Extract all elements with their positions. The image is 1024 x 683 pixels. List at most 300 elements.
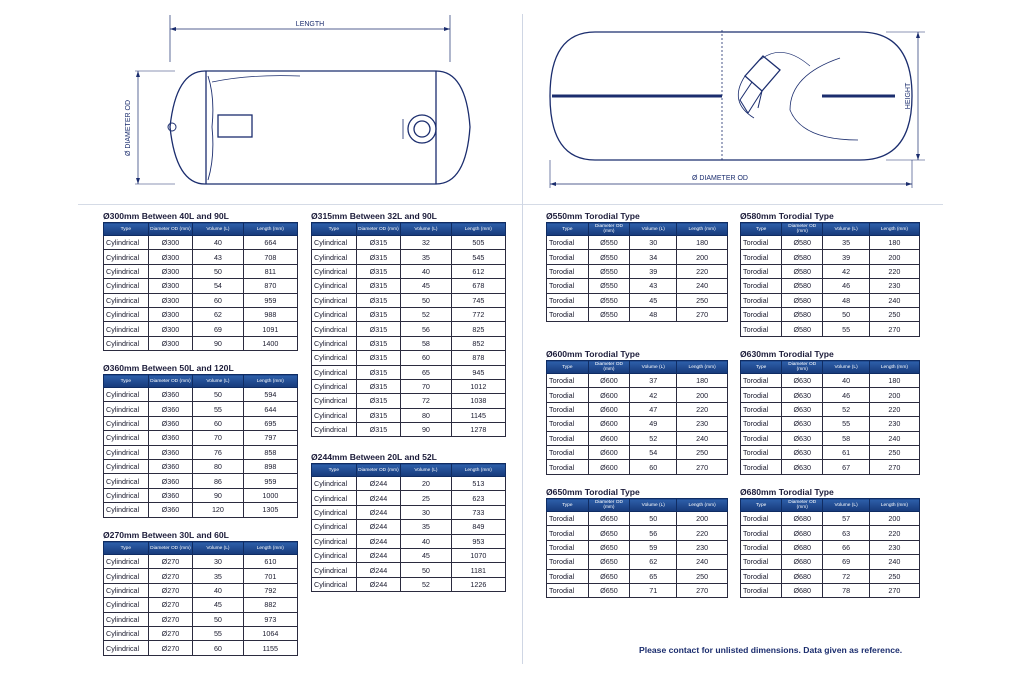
table-cell: Cylindrical [312,365,357,379]
table-row [741,279,920,293]
column-header: Diameter OD (mm) [356,464,401,477]
table-cell: 230 [869,279,919,293]
column-header: Length (mm) [451,223,505,236]
table-cell: Cylindrical [104,402,149,416]
table-cell: 60 [630,460,677,474]
table-cell: Torodial [547,540,589,554]
table-cell: 86 [193,474,243,488]
table-cell: Ø315 [356,351,401,365]
table-cell: 1012 [451,379,505,393]
table-cell: 52 [401,577,451,591]
spec-table-600 [546,349,728,475]
table-cell: 30 [630,236,677,250]
spec-table [103,374,298,518]
table-cell: 61 [823,445,870,459]
table-row [741,307,920,321]
table-cell: Ø580 [782,264,823,278]
table-cell: 43 [193,250,243,264]
table-cell: Cylindrical [104,322,149,336]
table-cell: 200 [677,388,728,402]
table-cell: Cylindrical [104,474,149,488]
table-row [741,388,920,402]
table-row [547,250,728,264]
table-cell: Torodial [547,402,589,416]
table-cell: Ø315 [356,236,401,250]
table-row [104,474,298,488]
table-header-row [104,542,298,555]
table-row [741,540,920,554]
table-cell: 701 [243,569,297,583]
table-title: Ø360mm Between 50L and 120L [103,363,234,373]
column-header: Diameter OD (mm) [782,499,823,512]
table-row [741,555,920,569]
table-cell: 50 [401,563,451,577]
spec-table-270 [103,530,298,656]
table-cell: Cylindrical [312,563,357,577]
table-cell: Ø270 [148,555,193,569]
table-cell: Cylindrical [312,236,357,250]
table-cell: 240 [869,293,919,307]
table-cell: Cylindrical [104,569,149,583]
table-cell: Ø650 [588,540,630,554]
table-row [547,569,728,583]
table-cell: Ø315 [356,336,401,350]
table-cell: Ø300 [148,250,193,264]
table-cell: 52 [401,307,451,321]
table-cell: Ø300 [148,293,193,307]
column-header: Volume (L) [823,499,870,512]
table-header-row [547,361,728,374]
table-cell: Cylindrical [104,250,149,264]
table-cell: 825 [451,322,505,336]
table-cell: Ø630 [782,417,823,431]
table-cell: Ø360 [148,402,193,416]
table-cell: 230 [869,417,919,431]
column-header: Length (mm) [869,223,919,236]
column-header: Type [547,499,589,512]
table-row [312,293,506,307]
table-cell: Ø360 [148,459,193,473]
table-row [741,460,920,474]
table-cell: 270 [869,583,919,597]
table-header-row [547,223,728,236]
table-row [104,250,298,264]
table-cell: 200 [869,388,919,402]
table-cell: 1226 [451,577,505,591]
table-title: Ø550mm Torodial Type [546,211,640,221]
table-cell: 60 [401,351,451,365]
table-row [741,583,920,597]
table-cell: 270 [677,460,728,474]
table-cell: 67 [823,460,870,474]
table-cell: Cylindrical [104,612,149,626]
table-cell: Cylindrical [312,477,357,491]
table-row [547,293,728,307]
table-cell: Torodial [741,445,782,459]
column-header: Length (mm) [677,223,728,236]
table-cell: 90 [401,423,451,437]
column-header: Type [104,542,149,555]
column-header: Diameter OD (mm) [588,499,630,512]
table-cell: 35 [823,236,870,250]
table-cell: 1155 [243,641,297,655]
table-cell: Ø300 [148,236,193,250]
table-cell: 180 [677,236,728,250]
table-cell: 513 [451,477,505,491]
table-cell: 270 [869,322,919,336]
table-cell: Ø580 [782,279,823,293]
table-cell: 45 [630,293,677,307]
table-header-row [741,499,920,512]
table-cell: Ø270 [148,612,193,626]
table-cell: 250 [869,307,919,321]
table-cell: 1181 [451,563,505,577]
table-cell: 90 [193,488,243,502]
table-cell: 55 [823,417,870,431]
table-row [547,374,728,388]
table-cell: Ø300 [148,307,193,321]
column-header: Type [547,361,589,374]
table-cell: 72 [401,394,451,408]
table-row [547,540,728,554]
spec-table-650 [546,487,728,598]
table-row [104,279,298,293]
table-cell: 70 [401,379,451,393]
table-cell: 1145 [451,408,505,422]
table-cell: Ø650 [588,555,630,569]
table-row [104,612,298,626]
table-cell: Ø680 [782,512,823,526]
column-header: Length (mm) [243,542,297,555]
table-cell: 612 [451,264,505,278]
table-cell: Ø300 [148,336,193,350]
table-cell: 66 [823,540,870,554]
table-row [547,555,728,569]
table-cell: 50 [401,293,451,307]
table-row [547,431,728,445]
column-header: Diameter OD (mm) [782,223,823,236]
table-cell: 1000 [243,488,297,502]
table-cell: 40 [401,264,451,278]
footer-note: Please contact for unlisted dimensions. Data given as reference. [639,645,903,655]
table-title: Ø600mm Torodial Type [546,349,640,359]
table-cell: 695 [243,416,297,430]
table-cell: 50 [193,264,243,278]
table-cell: Ø550 [588,250,630,264]
table-cell: 65 [401,365,451,379]
table-title: Ø630mm Torodial Type [740,349,834,359]
table-header-row [312,464,506,477]
table-row [741,250,920,264]
table-cell: Cylindrical [104,503,149,517]
table-cell: 30 [193,555,243,569]
table-row [547,402,728,416]
table-cell: Ø550 [588,279,630,293]
table-cell: 240 [869,555,919,569]
table-cell: Ø650 [588,569,630,583]
table-cell: 1091 [243,322,297,336]
table-cell: 54 [630,445,677,459]
column-header: Type [741,499,782,512]
table-cell: 1400 [243,336,297,350]
table-row [312,505,506,519]
spec-table [311,222,506,437]
column-header: Diameter OD (mm) [356,223,401,236]
table-cell: 200 [869,250,919,264]
table-cell: 220 [869,264,919,278]
table-row [312,365,506,379]
table-cell: Ø600 [588,445,630,459]
table-cell: Torodial [741,431,782,445]
table-cell: 270 [677,307,728,321]
table-cell: Cylindrical [104,445,149,459]
column-header: Length (mm) [869,499,919,512]
table-cell: Cylindrical [104,279,149,293]
table-row [104,598,298,612]
column-header: Volume (L) [630,499,677,512]
table-cell: 52 [630,431,677,445]
table-cell: 42 [630,388,677,402]
table-cell: 230 [677,540,728,554]
table-title: Ø650mm Torodial Type [546,487,640,497]
table-title: Ø270mm Between 30L and 60L [103,530,229,540]
spec-table-244 [311,452,506,592]
table-cell: Cylindrical [312,307,357,321]
table-cell: 40 [823,374,870,388]
table-cell: Ø360 [148,388,193,402]
table-cell: 37 [630,374,677,388]
table-cell: 56 [401,322,451,336]
table-cell: Cylindrical [312,279,357,293]
table-cell: Cylindrical [104,641,149,655]
table-header-row [104,375,298,388]
diameter-label-left: Ø DIAMETER OD [125,99,132,157]
table-cell: 60 [193,416,243,430]
table-row [104,641,298,655]
table-cell: Ø680 [782,583,823,597]
table-cell: 882 [243,598,297,612]
table-cell: Torodial [547,264,589,278]
table-cell: 52 [823,402,870,416]
length-label: LENGTH [295,21,325,28]
table-cell: Torodial [741,293,782,307]
table-cell: 505 [451,236,505,250]
column-header: Volume (L) [193,223,243,236]
table-header-row [741,223,920,236]
table-cell: Ø315 [356,379,401,393]
table-cell: 45 [193,598,243,612]
table-cell: Ø600 [588,431,630,445]
table-cell: Torodial [547,293,589,307]
table-row [312,336,506,350]
table-cell: Cylindrical [312,505,357,519]
table-cell: 594 [243,388,297,402]
table-cell: 240 [677,279,728,293]
table-cell: Ø680 [782,555,823,569]
table-cell: 69 [823,555,870,569]
table-cell: 240 [677,431,728,445]
table-cell: Cylindrical [312,423,357,437]
table-row [312,477,506,491]
table-row [741,526,920,540]
table-cell: Ø580 [782,250,823,264]
column-header: Volume (L) [630,361,677,374]
column-header: Volume (L) [823,223,870,236]
table-cell: 54 [193,279,243,293]
spec-table [103,541,298,656]
table-row [547,307,728,321]
table-cell: 48 [630,307,677,321]
table-row [104,555,298,569]
table-cell: 180 [869,374,919,388]
spec-table [546,222,728,322]
table-cell: Torodial [741,279,782,293]
table-cell: Ø630 [782,445,823,459]
column-header: Volume (L) [401,223,451,236]
table-row [104,488,298,502]
table-title: Ø300mm Between 40L and 90L [103,211,229,221]
table-cell: 90 [193,336,243,350]
table-cell: Cylindrical [312,379,357,393]
column-header: Length (mm) [243,223,297,236]
table-row [312,250,506,264]
table-cell: 250 [677,569,728,583]
table-cell: Ø550 [588,307,630,321]
table-cell: 70 [193,431,243,445]
table-cell: Ø270 [148,641,193,655]
spec-table-630 [740,349,920,475]
table-cell: Ø550 [588,293,630,307]
table-row [547,445,728,459]
table-cell: 49 [630,417,677,431]
table-cell: 772 [451,307,505,321]
table-row [741,569,920,583]
table-cell: Torodial [741,555,782,569]
table-cell: 678 [451,279,505,293]
table-cell: Torodial [741,388,782,402]
table-row [104,626,298,640]
table-cell: Ø270 [148,569,193,583]
table-cell: Ø315 [356,293,401,307]
table-cell: Cylindrical [312,336,357,350]
column-header: Volume (L) [193,375,243,388]
spec-table-550 [546,211,728,322]
table-row [104,569,298,583]
table-cell: 62 [630,555,677,569]
table-cell: 78 [823,583,870,597]
column-header: Volume (L) [823,361,870,374]
table-row [312,279,506,293]
table-row [312,322,506,336]
center-divider [522,14,523,664]
table-cell: 623 [451,491,505,505]
table-row [312,520,506,534]
table-cell: Cylindrical [104,459,149,473]
table-cell: 45 [401,548,451,562]
table-cell: Torodial [741,264,782,278]
table-cell: Torodial [741,307,782,321]
table-cell: 20 [401,477,451,491]
table-row [741,431,920,445]
column-header: Diameter OD (mm) [588,361,630,374]
table-cell: 35 [401,520,451,534]
table-cell: 849 [451,520,505,534]
table-cell: Ø680 [782,526,823,540]
table-cell: Cylindrical [104,431,149,445]
spec-table-580 [740,211,920,337]
table-cell: Cylindrical [312,322,357,336]
table-cell: Cylindrical [104,555,149,569]
table-cell: Torodial [741,250,782,264]
column-header: Type [104,223,149,236]
left-section-divider [78,204,522,205]
table-cell: Ø300 [148,322,193,336]
table-row [312,491,506,505]
table-cell: 57 [823,512,870,526]
table-row [547,236,728,250]
table-cell: Cylindrical [312,351,357,365]
table-cell: Ø315 [356,423,401,437]
table-title: Ø680mm Torodial Type [740,487,834,497]
table-cell: Torodial [741,460,782,474]
table-cell: Cylindrical [312,520,357,534]
table-cell: 35 [193,569,243,583]
table-cell: 200 [869,512,919,526]
table-cell: Torodial [741,569,782,583]
table-cell: 270 [869,460,919,474]
column-header: Diameter OD (mm) [588,223,630,236]
table-cell: 1305 [243,503,297,517]
table-cell: Cylindrical [104,488,149,502]
table-cell: Torodial [547,431,589,445]
table-cell: 63 [823,526,870,540]
table-cell: 200 [677,250,728,264]
table-cell: Torodial [741,322,782,336]
table-cell: Torodial [741,583,782,597]
table-cell: Cylindrical [312,293,357,307]
table-cell: Torodial [547,417,589,431]
table-cell: 240 [869,431,919,445]
table-cell: 973 [243,612,297,626]
table-cell: Ø550 [588,236,630,250]
table-cell: Torodial [741,540,782,554]
table-cell: 250 [677,293,728,307]
table-cell: 230 [677,417,728,431]
table-cell: 60 [193,641,243,655]
table-row [104,459,298,473]
table-cell: Torodial [547,555,589,569]
table-cell: 72 [823,569,870,583]
table-row [312,394,506,408]
table-cell: Cylindrical [104,583,149,597]
table-cell: Torodial [741,526,782,540]
column-header: Volume (L) [630,223,677,236]
table-cell: 220 [869,526,919,540]
table-cell: Ø244 [356,577,401,591]
table-row [104,431,298,445]
table-cell: Cylindrical [312,548,357,562]
table-cell: 959 [243,474,297,488]
column-header: Type [312,223,357,236]
table-cell: 30 [401,505,451,519]
table-row [312,423,506,437]
table-row [104,336,298,350]
table-cell: Torodial [547,307,589,321]
table-row [104,445,298,459]
column-header: Type [312,464,357,477]
table-row [104,388,298,402]
table-title: Ø244mm Between 20L and 52L [311,452,437,462]
